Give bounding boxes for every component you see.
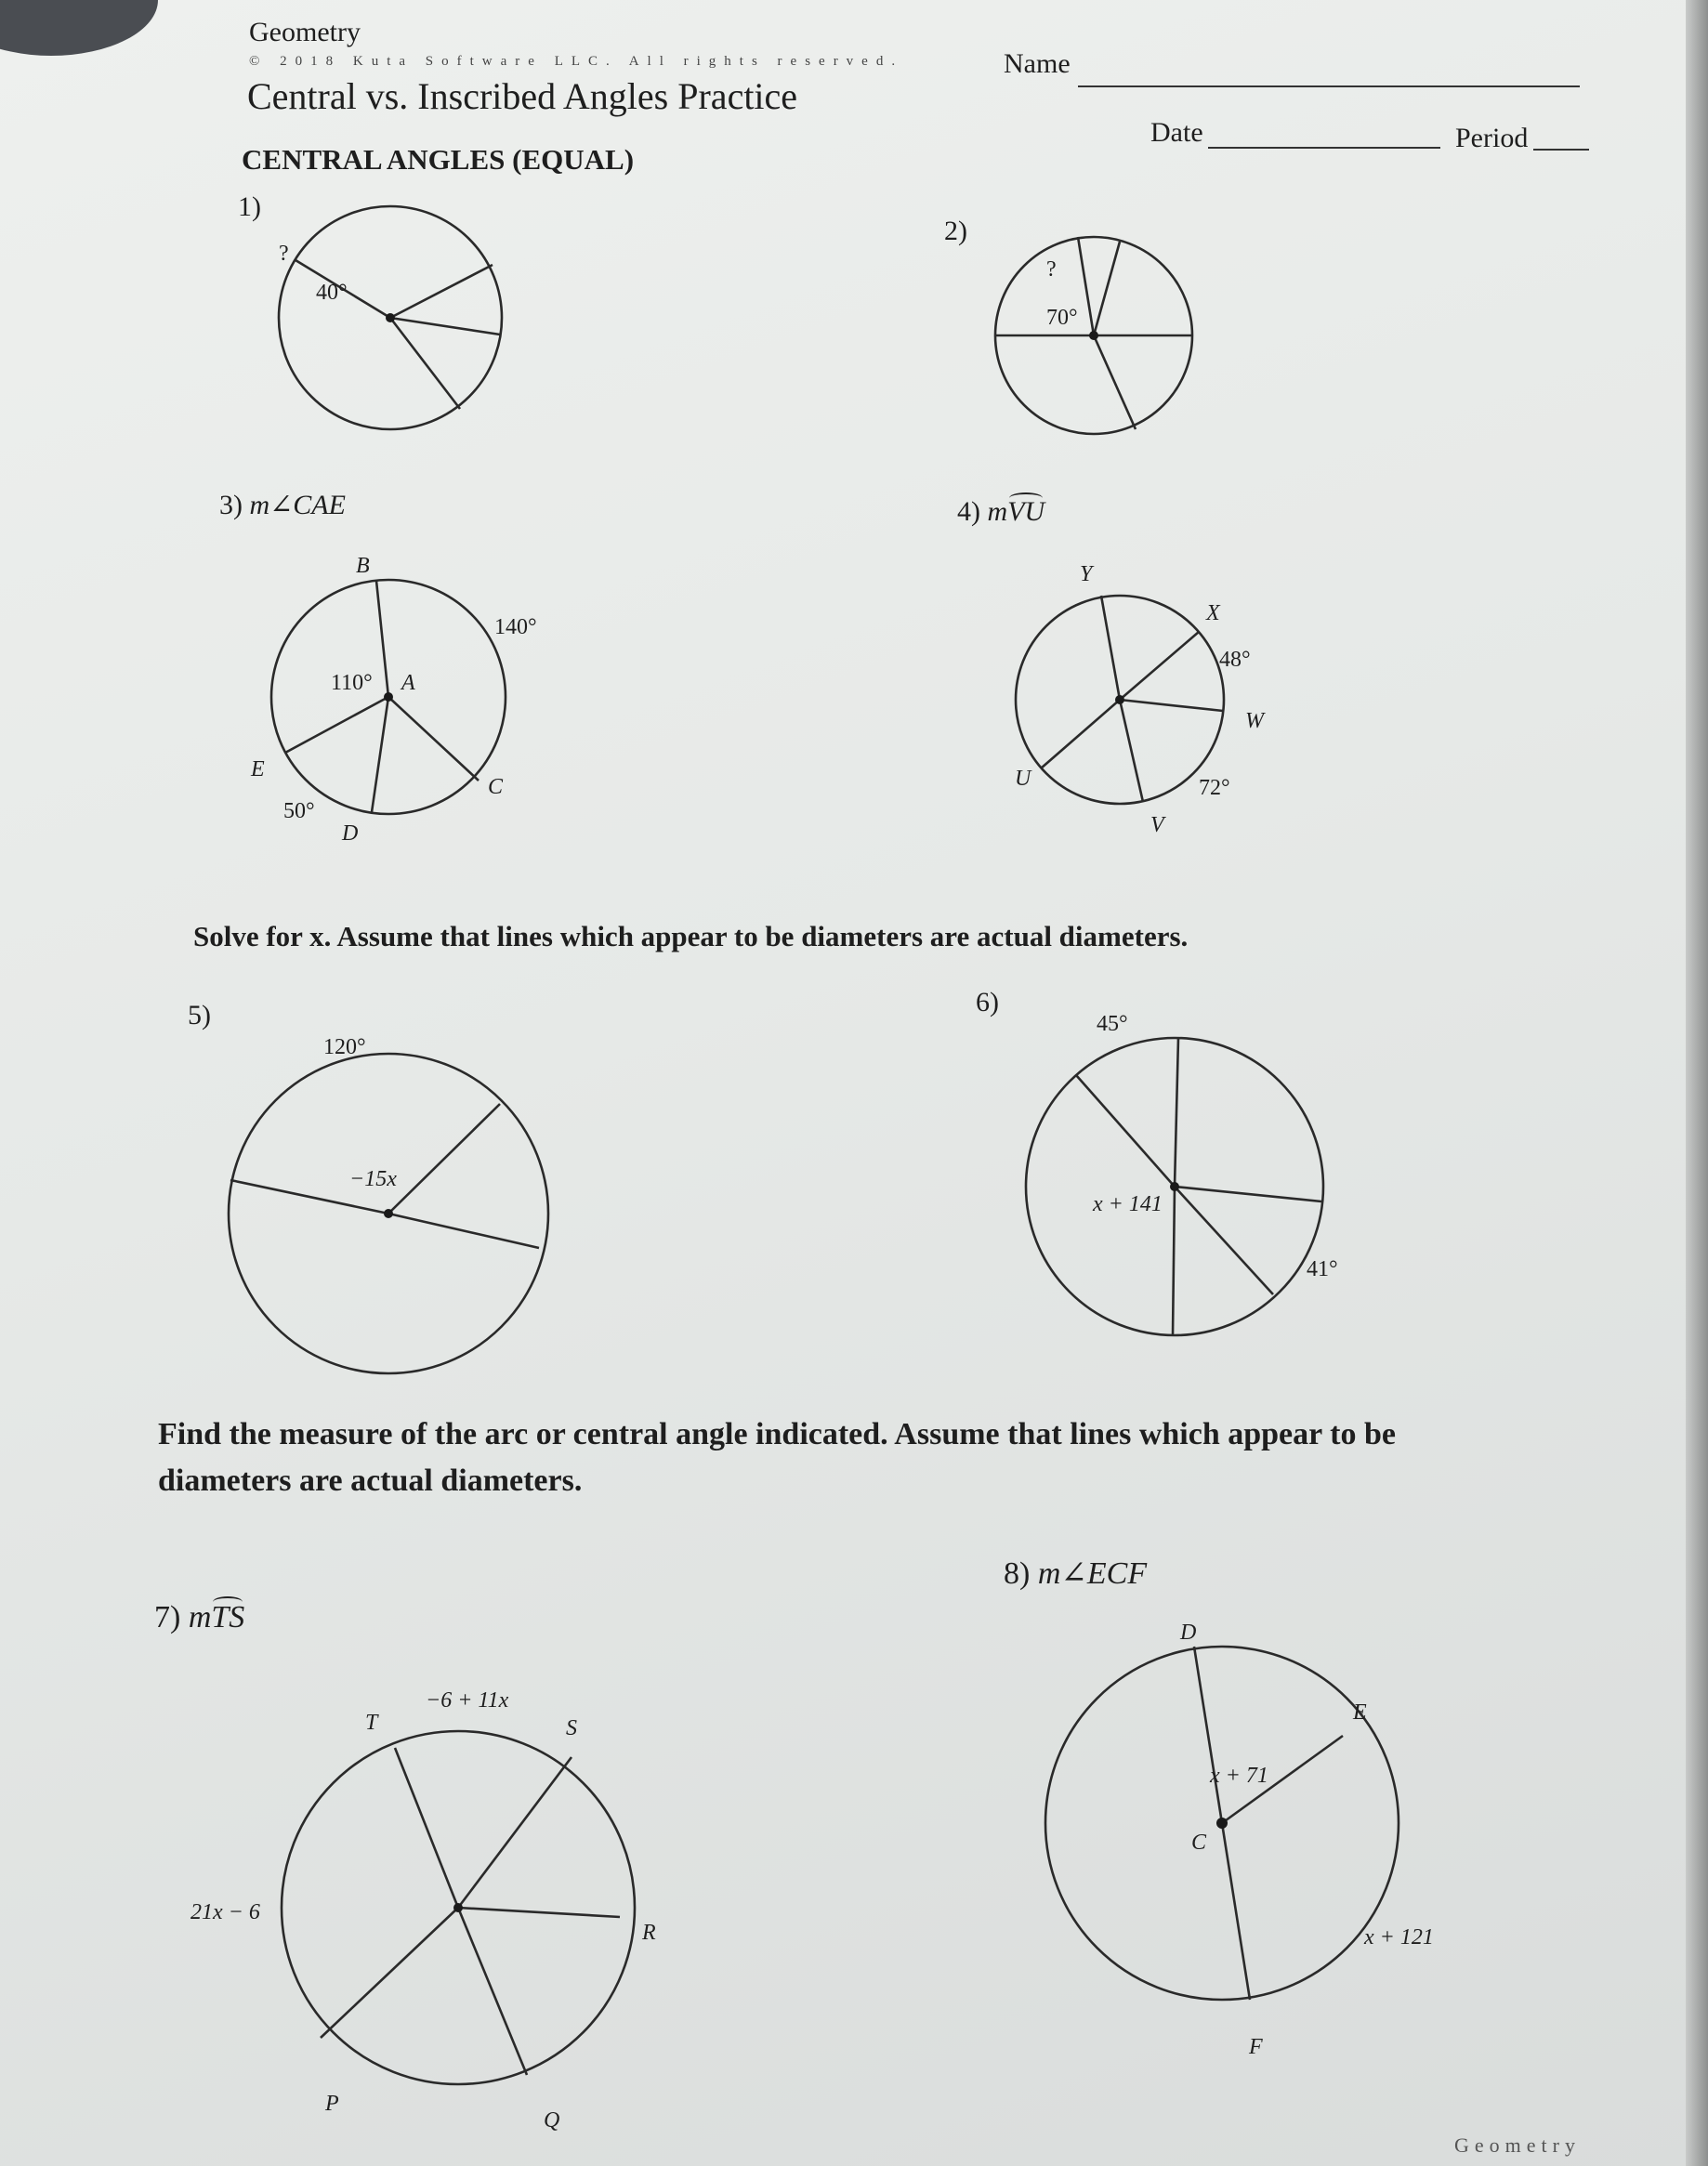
angle-label-140: 140° <box>494 615 537 639</box>
problem-4-figure <box>1004 562 1282 841</box>
problem-1-figure <box>269 214 511 427</box>
center-C <box>1216 1818 1228 1829</box>
expression-label-angle: x + 71 <box>1210 1764 1268 1788</box>
center-A <box>384 692 393 702</box>
radius <box>1094 335 1136 429</box>
angle-label: 70° <box>1046 306 1078 330</box>
center-point <box>1089 331 1098 340</box>
radius-P <box>321 1908 458 2038</box>
problem-2-number: 2) <box>944 216 967 246</box>
radius <box>390 318 500 335</box>
point-U-label: U <box>1015 767 1031 791</box>
diameter-segment-D <box>1194 1647 1222 1823</box>
radius-W <box>1120 700 1223 711</box>
center-point <box>1115 695 1124 704</box>
problem-4-number: 4) mVU <box>957 496 1045 527</box>
background-object <box>0 0 158 56</box>
problem-5-number: 5) <box>188 1000 211 1030</box>
name-label: Name <box>1004 48 1071 79</box>
expression-label-arc: −6 + 11x <box>426 1688 509 1713</box>
angle-label-48: 48° <box>1219 648 1251 672</box>
problem-8-figure <box>1050 1617 1459 2063</box>
problem-6-number: 6) <box>976 987 999 1017</box>
period-line[interactable] <box>1533 149 1589 151</box>
worksheet-title: Central vs. Inscribed Angles Practice <box>247 75 798 117</box>
radius-T <box>395 1748 458 1908</box>
problem-3-prompt: m∠CAE <box>249 490 346 520</box>
point-C-label: C <box>1191 1831 1207 1855</box>
period-label: Period <box>1455 123 1529 153</box>
unknown-angle-label: ? <box>279 242 289 266</box>
center-point <box>386 313 395 322</box>
expression-label-angle: 21x − 6 <box>191 1900 260 1924</box>
radius-Y <box>1101 596 1120 700</box>
angle-label-72: 72° <box>1199 776 1230 800</box>
problem-4-prompt-m: m <box>987 496 1008 527</box>
section-heading-solve: Solve for x. Assume that lines which appear to be diameters are actual diameters. <box>193 920 1189 952</box>
diameter-segment <box>1175 1038 1178 1187</box>
point-S-label: S <box>566 1716 577 1740</box>
problem-7-number: 7) mTS <box>154 1600 245 1634</box>
center-point <box>384 1209 393 1218</box>
radius-X <box>1120 632 1199 700</box>
course-label: Geometry <box>249 17 361 47</box>
section-heading-find-line1: Find the measure of the arc or central angle indicated. Assume that lines which appear to be <box>158 1417 1396 1451</box>
problem-7-prompt-m: m <box>188 1600 212 1634</box>
point-D-label: D <box>1180 1621 1197 1645</box>
point-C-label: C <box>488 775 504 799</box>
problem-3-figure <box>242 548 548 855</box>
radius <box>388 1104 500 1214</box>
angle-label-50: 50° <box>283 799 315 823</box>
date-label: Date <box>1150 117 1203 148</box>
radius <box>1175 1187 1321 1201</box>
radius <box>390 318 460 409</box>
angle-label: 40° <box>316 281 348 305</box>
point-F-label: F <box>1249 2035 1263 2059</box>
point-W-label: W <box>1245 709 1264 733</box>
problem-8-number: 8) m∠ECF <box>1004 1556 1148 1591</box>
radius <box>1094 242 1120 335</box>
center-point <box>1170 1182 1179 1191</box>
section-heading-find-line2: diameters are actual diameters. <box>158 1464 583 1498</box>
radius-R <box>458 1908 620 1917</box>
radius-U <box>1041 700 1120 768</box>
radius <box>1175 1187 1273 1294</box>
point-D-label: D <box>342 821 359 846</box>
problem-7-prompt-arc: TS <box>211 1600 245 1634</box>
copyright-line: © 2018 Kuta Software LLC. All rights reserved. <box>249 54 904 69</box>
problem-8-prompt: m∠ECF <box>1037 1556 1148 1591</box>
radius-Q <box>458 1908 527 2075</box>
radius-S <box>458 1757 572 1908</box>
point-E-label: E <box>1353 1700 1367 1725</box>
footer-label: Geometry <box>1454 2133 1581 2157</box>
problem-7-figure <box>181 1687 656 2142</box>
point-A-label: A <box>401 671 415 695</box>
point-Q-label: Q <box>544 2108 560 2133</box>
expression-label: −15x <box>349 1167 397 1191</box>
point-V-label: V <box>1150 813 1164 837</box>
angle-label-120: 120° <box>323 1035 366 1059</box>
date-line[interactable] <box>1208 147 1440 149</box>
point-Y-label: Y <box>1080 562 1093 586</box>
problem-2-figure <box>985 237 1208 441</box>
point-P-label: P <box>325 2092 339 2116</box>
center-point <box>453 1903 463 1912</box>
point-R-label: R <box>642 1921 656 1945</box>
point-B-label: B <box>356 554 370 578</box>
point-E-label: E <box>251 757 265 781</box>
radius-AB <box>376 581 388 697</box>
diameter-segment <box>1173 1187 1175 1335</box>
radius <box>1076 1075 1175 1187</box>
radius-AD <box>372 697 388 812</box>
radius-AE <box>285 697 388 753</box>
angle-label-41: 41° <box>1307 1257 1338 1281</box>
problem-6-figure <box>1022 1008 1347 1352</box>
expression-label: x + 141 <box>1093 1192 1163 1216</box>
section-heading-central: CENTRAL ANGLES (EQUAL) <box>242 143 635 176</box>
angle-label-110: 110° <box>331 671 373 695</box>
unknown-angle-label: ? <box>1046 257 1057 282</box>
point-T-label: T <box>365 1711 378 1735</box>
diameter-segment <box>388 1214 539 1248</box>
radius-V <box>1120 700 1143 802</box>
page-edge-shadow <box>1686 0 1708 2166</box>
angle-label-45: 45° <box>1097 1012 1128 1036</box>
radius-AC <box>388 697 479 781</box>
problem-1-number: 1) <box>238 191 261 222</box>
problem-4-prompt-arc: VU <box>1007 496 1045 527</box>
radius <box>1078 237 1094 335</box>
name-line[interactable] <box>1078 85 1580 87</box>
radius <box>390 265 493 318</box>
problem-5-figure <box>223 1022 558 1385</box>
problem-3-number: 3) m∠CAE <box>219 490 346 520</box>
diameter-segment-F <box>1222 1823 1250 2000</box>
point-X-label: X <box>1206 601 1220 625</box>
expression-label-arc: x + 121 <box>1364 1925 1434 1949</box>
